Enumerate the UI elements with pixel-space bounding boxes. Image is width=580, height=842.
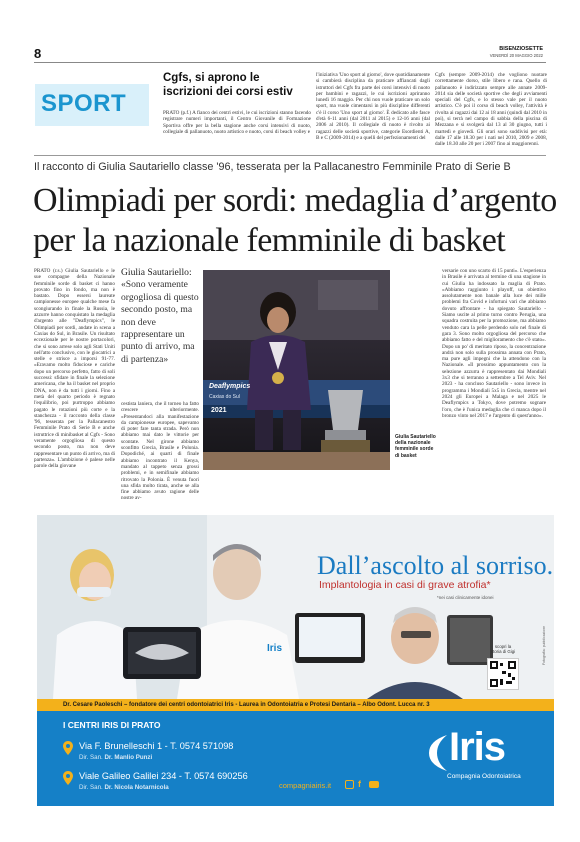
article-col1: PRATO (r.s.) Giulia Sautariello e le sue compagne della Nazionale femminile sorde di basket ci hanno provato fino in fondo, ma non è bastato. Dopo essersi laureate campionesse europee qualche mese fa scongiurando in finale la Russia, le azzurre hanno conquistato la medaglia d'argento alle "Deaflympics", le Olimpiadi per sordi, andate in scena a Caxias do Sul, in Brasile. Un risultato eccezionale per le nostre portacolori, che si sono arrese solo agli Stati Uniti nell'atto conclusivo, con le giocatrici a stelle e strisce a imporsi 91-77. «Eravamo molto fiduciose e cariche dopo un percorso perfetto, fatto di soli successi: sfidare in finale la selezione americana, che ha il basket nel proprio DNA, non è da tutti i giorni. Fino a metà del quarto periodo è regnato l'equilibrio, poi purtroppo abbiamo pagato le rotazioni più corte e la stanchezza - il racconto della classe '96, tesserata per la Pallacanestro Femminile Prato di Serie B e anche istruttrice di minibasket al Cgfs - Sono veramente orgogliosa di questo secondo posto, ma non deve rappresentare un punto di arrivo, ma di partenza». L'ambizione è palese nelle parole della giovane	[34, 268, 115, 470]
article-kicker: Il racconto di Giulia Sautariello classe '96, tesserata per la Pallacanestro Femminile Prato di Serie B	[34, 161, 511, 173]
qr-label: scopri la storia di Gigi	[490, 644, 516, 655]
article-photo	[203, 270, 390, 470]
center2-director	[79, 784, 169, 791]
ad-side-credit: Fotografia: pubblicazione	[542, 625, 546, 665]
qr-code[interactable]	[487, 658, 519, 690]
photo-banner-text2: Caxias do Sul	[209, 394, 240, 400]
center2-address: Viale Galileo Galilei 234 - T. 0574 690256	[79, 771, 248, 781]
article-col3: versarie con uno scarto di 15 punti». L'esperienza in Brasile è arrivata al termine di una stagione in cui Giulia ha indossato la maglia di Prato. «Abbiamo raggiunto i playoff, un obiettivo assolutamente non banale alla luce dei mille problemi fra Covid e infortuni vari che abbiamo dovuto affrontare - ha spiegato Sautariello - Siamo uscite al primo turno contro Perugia, una squadra costruita per la promozione, ma abbiamo venduto cara la pelle perdendo solo nel finale di gara 3. Sono molto orgogliosa del percorso che abbiamo fatto e del miglioramento che c'è stato». Dopo un po' di meritato riposo, la concentrazione andrà non solo sulla prossima annata con Prato, ma pure agli impegni che la attendono con la Nazionale. «Il prossimo appuntamento con la selezione azzurra è rappresentato dai Mondiali 3x3 che si terranno a settembre a Tel Aviv. Nel 2023 - ha concluso Sautariello - sono invece in programma i Mondiali 5x5 in Grecia, mentre nel 2024 gli Europei a Malaga e nel 2025 le Deaflympics a Tokyo, dove potremo sognare l'oro, che è l'unica medaglia che ci manca dopo il bronzo vinto nel 2017 e l'argento di quest'anno».	[442, 268, 546, 419]
ad-headline: Dall’ascolto al sorriso.	[317, 551, 554, 580]
brand-subtitle: Compagnia Odontoiatrica	[447, 773, 521, 780]
headline-line1: Olimpiadi per sordi: medaglia d’argento	[33, 182, 557, 219]
article-col2: cestista laniera, che il torneo ha fatto crescere ulteriormente. «Presentandoci alla manifestazione da campionesse europee, sapevamo di poter fare tanta strada. Però non abbiamo mai dato le vittorie per scontate. Nel girone abbiamo sconfitto Grecia, Brasile e Polonia. Dopodiché, ai quarti di finale abbiamo incontrato il Kenya, mandato al tappeto senza grossi problemi, e in semifinale abbiamo ritrovato la Polonia. È venuta fuori una sfida molto tirata, anche se alla fine abbiamo avuto ragione delle nostre av-	[121, 401, 199, 502]
ad-doctor-text: Dr. Cesare Paoleschi – fondatore dei centri odontoiatrici Iris - Laurea in Odontoiatria e Protesi Dentaria – Albo Odont. Lucca nr. 3	[63, 701, 430, 708]
section-divider	[34, 155, 546, 156]
facebook-icon[interactable]: f	[358, 779, 361, 789]
photo-banner-text: Deaflympics	[209, 383, 251, 390]
instagram-icon[interactable]	[345, 780, 354, 789]
publication-name: BISENZIOSETTE	[499, 46, 543, 52]
iris-logo-icon	[425, 733, 447, 773]
ad-photo	[37, 515, 554, 699]
center1-director-label: Dir. San.	[79, 754, 105, 761]
ad-doctor-bar	[37, 699, 554, 711]
center1-director	[79, 754, 152, 761]
section-tag	[35, 84, 149, 126]
quote-name: Giulia Sautariello:	[121, 267, 192, 278]
center1-address: Via F. Brunelleschi 1 - T. 0574 571098	[79, 741, 234, 751]
pull-quote	[121, 267, 199, 366]
article-headline	[33, 181, 563, 261]
brief-col2: l'iniziativa 'Uno sport al giorno', dove quotidianamente si cambierà disciplina da praticare affiancati dagli istruttori del Cgfs fra parte dei corsi intensivi di nuoto per bambini e ragazzi, le cui iscrizioni apriranno lunedì 16 maggio. Per chi non vuole praticare un solo sport, ma vuole cimentarsi in più discipline differenti c'è il corso 'Uno sport al giorno'. È dedicato alle fasce d'età 6-11 anni (dal 2011 al 2015) e 12-16 anni (dal 2006 al 2010). Il collegiale di nuoto è rivolto ai ragazzi delle società sportive, categorie Esordienti A, B e C (2009-2014) e a quelli del perfezionamenti del	[316, 72, 430, 141]
youtube-icon[interactable]	[369, 781, 379, 788]
ad-screen-logo: Iris	[267, 643, 283, 654]
qr-code-icon	[488, 659, 518, 689]
centers-title: I CENTRI IRIS DI PRATO	[63, 720, 161, 730]
headline-line2: per la nazionale femminile di basket	[33, 222, 506, 259]
center2-director-name: Dr. Nicola Notarnicola	[104, 784, 169, 791]
photo-illustration	[203, 270, 390, 470]
ad-subheadline: Implantologia in casi di grave atrofia*	[319, 579, 491, 591]
center1-director-name: Dr. Manlio Punzi	[104, 754, 153, 761]
photo-caption: Giulia Sautariello della nazionale femminile sorde di basket	[395, 434, 436, 459]
header-rule	[34, 62, 546, 63]
page-number: 8	[34, 46, 42, 61]
quote-text: «Sono veramente orgogliosa di questo secondo posto, ma non deve rappresentare un punto di arrivo, ma di partenza»	[121, 279, 199, 365]
ad-footnote: *nei casi clinicamente idonei	[437, 595, 494, 600]
brief-title-line1: Cgfs, si aprono le	[163, 72, 260, 84]
center2-pin-icon	[63, 771, 73, 785]
photo-year: 2021	[211, 407, 227, 414]
ad-centers-panel	[37, 711, 554, 806]
section-label: SPORT	[41, 90, 127, 117]
center2-director-label: Dir. San.	[79, 784, 105, 791]
brief-col3: Cgfs (sempre 2009-2014) che vogliono nuotare correttamente dorso, stile libero e rana. Quello di pallanuoto è indirizzato sempre alle annate 2009-2014 sia delle società sportive che degli avviamenti speciali del Cgfs, e lo stesso vale per il nuoto artistico. C'è poi il corso di beach volley, l'attività è rivolta ai ragazzi dai 12 ai 18 anni (quindi dal 2010 in poi), si terrà nel campo di sabbia della piscina di Mezzana e si svolgerà dal 13 al 30 giugno, tutti i martedì e giovedì. Gli orari sono suddivisi per età: dalle 17 alle 18.30 per i nati nel 2010, 2009 e 2008, dalle 18.30 alle 20 per i 2007 fino ai maggiorenni.	[435, 72, 547, 148]
brief-col1: PRATO (p.f.) A fianco dei centri estivi, le cui iscrizioni stanno facendo registrare numeri importanti, il Centro Giovanile di Formazione Sportiva offre per la bella stagione anche corsi intensivi di nuoto, collegiale di pallanuoto, nuoto artistico e nuoto, corsi di beach volley e	[163, 110, 311, 135]
center1-pin-icon	[63, 741, 73, 755]
brief-title-line2: iscrizioni dei corsi estiv	[163, 85, 293, 98]
social-icons	[345, 780, 385, 790]
brief-title	[163, 72, 313, 99]
ad-website[interactable]: compagniairis.it	[279, 781, 332, 790]
publication-date: VENERDÌ 20 MAGGIO 2022	[489, 53, 543, 58]
brand-name: Iris	[449, 725, 506, 769]
